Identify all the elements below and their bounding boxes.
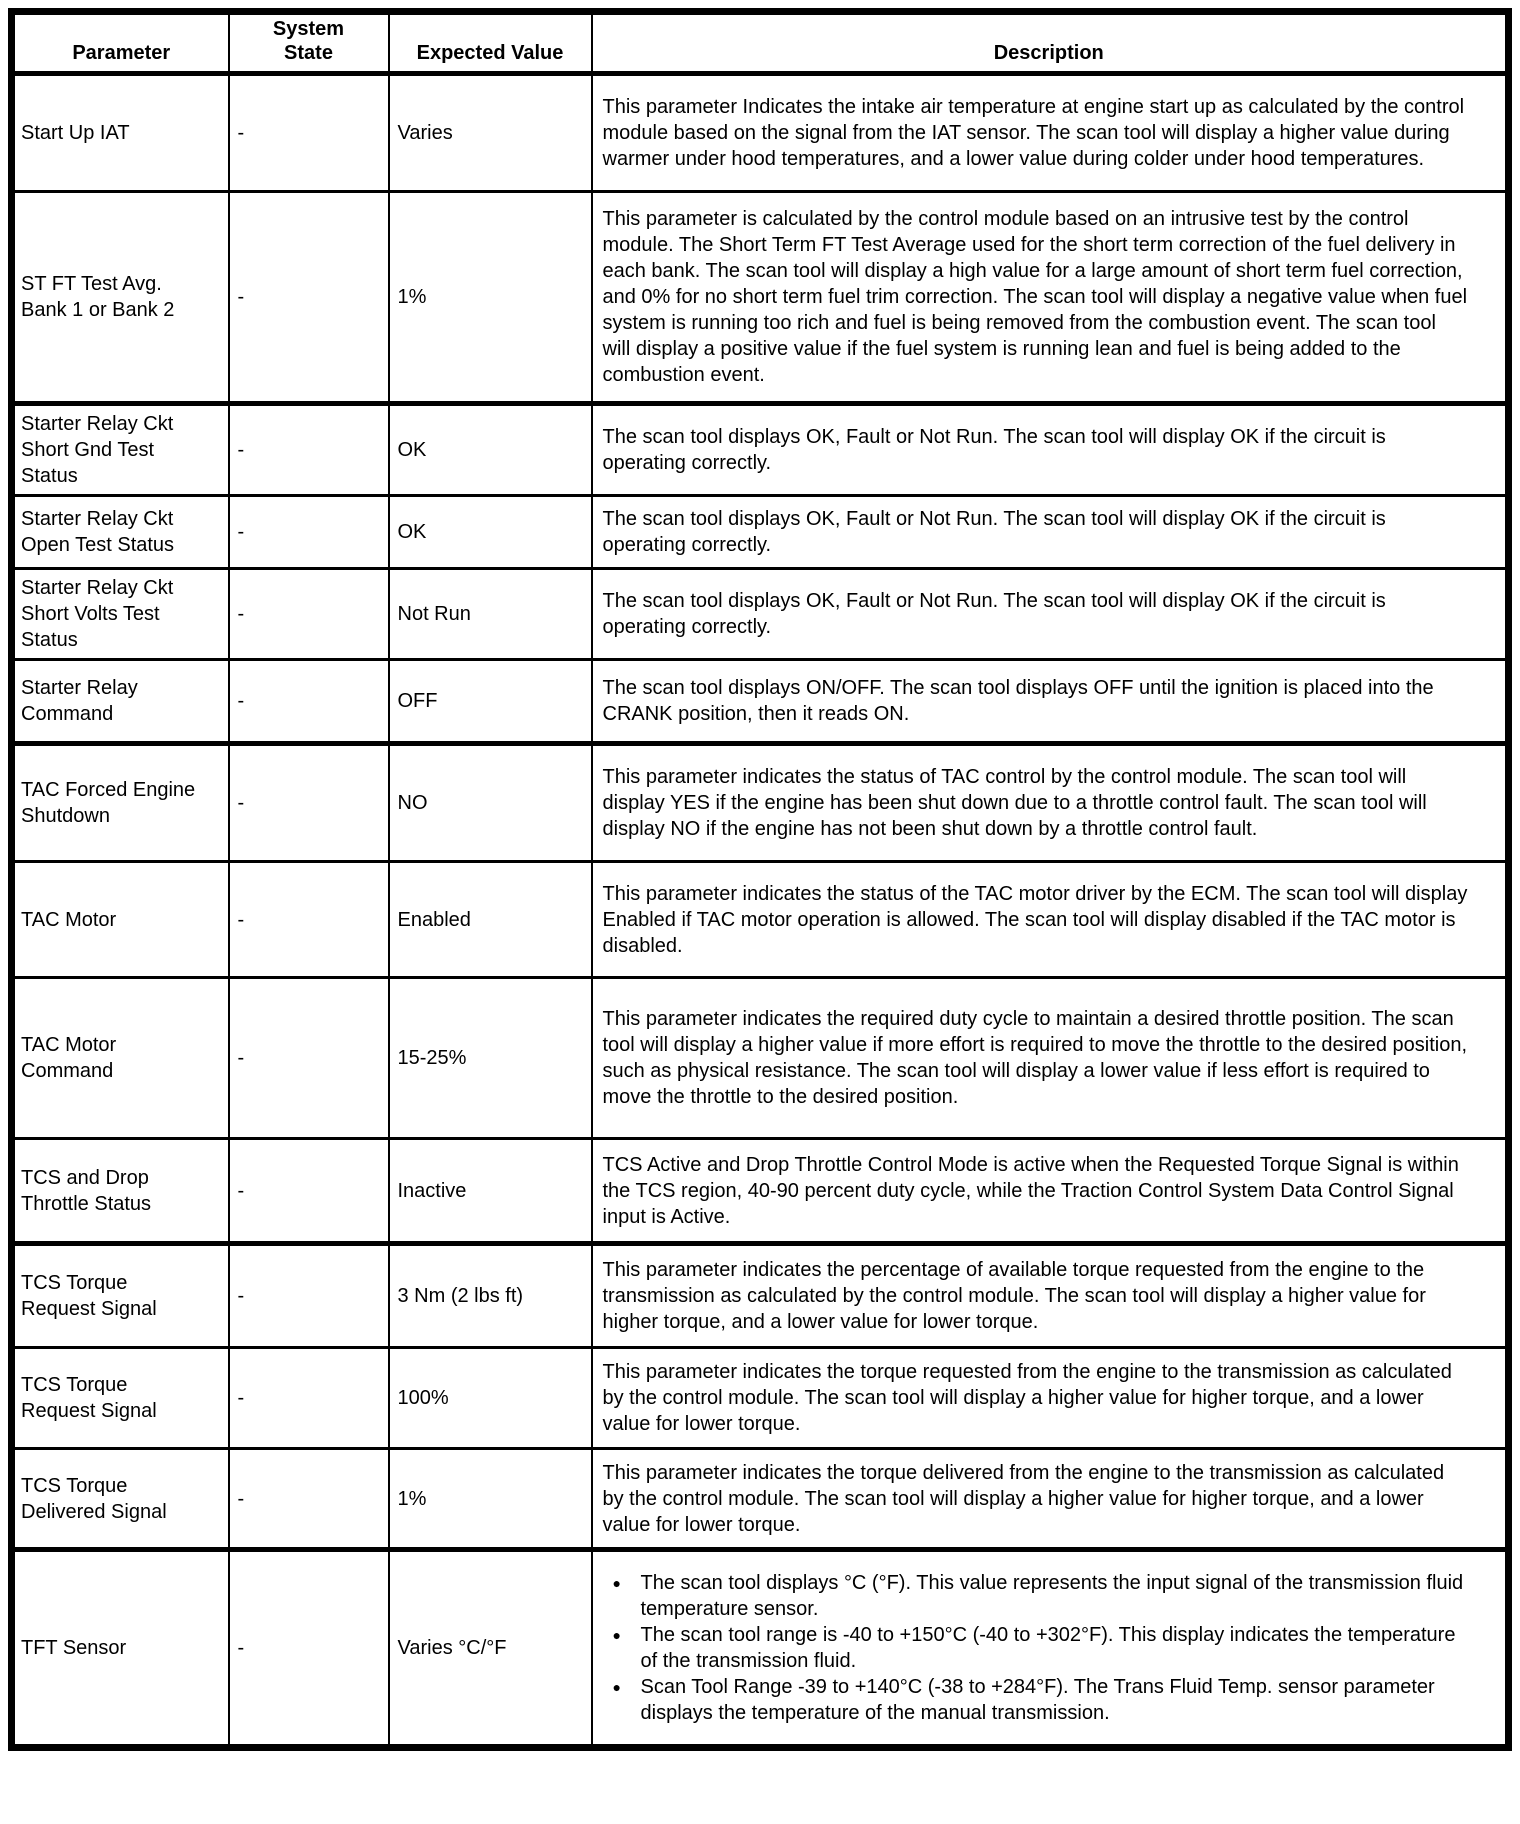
- parameter-cell: Starter Relay Ckt Short Gnd Test Status: [12, 404, 229, 496]
- table-row: [12, 192, 1509, 404]
- bullet-item: ● The scan tool displays °C (°F). This value represents the input signal of the transmission fluid temperature sensor.: [603, 1570, 1470, 1622]
- table-row: [12, 74, 1509, 192]
- description-cell: The scan tool displays OK, Fault or Not Run. The scan tool will display OK if the circuit is operating correctly.: [592, 404, 1509, 496]
- parameter-cell: Starter Relay Command: [12, 660, 229, 744]
- expected-value-cell: 1%: [389, 192, 592, 404]
- expected-value-cell: 1%: [389, 1449, 592, 1550]
- parameter-cell: TCS Torque Request Signal: [12, 1244, 229, 1348]
- parameter-cell: TFT Sensor: [12, 1550, 229, 1748]
- table-header-row: [12, 12, 1509, 74]
- table-row: [12, 862, 1509, 978]
- expected-value-cell: OK: [389, 404, 592, 496]
- expected-value-cell: Inactive: [389, 1139, 592, 1244]
- table-row: [12, 744, 1509, 862]
- parameter-cell: TCS Torque Request Signal: [12, 1348, 229, 1449]
- description-cell: The scan tool displays OK, Fault or Not Run. The scan tool will display OK if the circuit is operating correctly.: [592, 496, 1509, 569]
- description-cell: This parameter is calculated by the control module based on an intrusive test by the control module. The Short Term FT Test Average used for the short term correction of the fuel delivery in each bank. The scan tool will display a high value for a large amount of short term fuel correction, and 0% for no short term fuel trim correction. The scan tool will display a negative value when fuel system is running too rich and fuel is being removed from the combustion event. The scan tool will display a positive value if the fuel system is running lean and fuel is being added to the combustion event.: [592, 192, 1509, 404]
- description-cell: This parameter indicates the percentage of available torque requested from the engine to the transmission as calculated by the control module. The scan tool will display a higher value for higher torque, and a lower value for lower torque.: [592, 1244, 1509, 1348]
- parameter-cell: Starter Relay Ckt Open Test Status: [12, 496, 229, 569]
- table-row: [12, 1550, 1509, 1748]
- system-state-cell: -: [229, 569, 389, 660]
- description-bullet-list: [603, 1570, 1470, 1726]
- system-state-cell: -: [229, 744, 389, 862]
- expected-value-cell: NO: [389, 744, 592, 862]
- header-description: Description: [592, 12, 1509, 74]
- header-expected-value: Expected Value: [389, 12, 592, 74]
- system-state-cell: -: [229, 1550, 389, 1748]
- system-state-cell: -: [229, 404, 389, 496]
- description-cell: [592, 1550, 1509, 1748]
- description-cell: This parameter indicates the required duty cycle to maintain a desired throttle position. The scan tool will display a higher value if more effort is required to move the throttle to the desired position, such as physical resistance. The scan tool will display a lower value if less effort is required to move the throttle to the desired position.: [592, 978, 1509, 1139]
- expected-value-cell: 100%: [389, 1348, 592, 1449]
- expected-value-cell: 3 Nm (2 lbs ft): [389, 1244, 592, 1348]
- description-cell: The scan tool displays OK, Fault or Not Run. The scan tool will display OK if the circuit is operating correctly.: [592, 569, 1509, 660]
- system-state-cell: -: [229, 1348, 389, 1449]
- table-row: [12, 496, 1509, 569]
- system-state-cell: -: [229, 74, 389, 192]
- description-cell: This parameter indicates the status of TAC control by the control module. The scan tool will display YES if the engine has been shut down due to a throttle control fault. The scan tool will display NO if the engine has not been shut down by a throttle control fault.: [592, 744, 1509, 862]
- expected-value-cell: OFF: [389, 660, 592, 744]
- table-body: [12, 74, 1509, 1748]
- expected-value-cell: 15-25%: [389, 978, 592, 1139]
- header-system-state: System State: [229, 12, 389, 74]
- table-row: [12, 569, 1509, 660]
- table-row: [12, 1449, 1509, 1550]
- expected-value-cell: Varies °C/°F: [389, 1550, 592, 1748]
- system-state-cell: -: [229, 862, 389, 978]
- description-cell: This parameter indicates the torque requested from the engine to the transmission as calculated by the control module. The scan tool will display a higher value for higher torque, and a lower value for lower torque.: [592, 1348, 1509, 1449]
- system-state-cell: -: [229, 192, 389, 404]
- system-state-cell: -: [229, 978, 389, 1139]
- description-cell: The scan tool displays ON/OFF. The scan tool displays OFF until the ignition is placed into the CRANK position, then it reads ON.: [592, 660, 1509, 744]
- system-state-cell: -: [229, 1139, 389, 1244]
- table-row: [12, 978, 1509, 1139]
- header-parameter: Parameter: [12, 12, 229, 74]
- description-cell: TCS Active and Drop Throttle Control Mode is active when the Requested Torque Signal is within the TCS region, 40-90 percent duty cycle, while the Traction Control System Data Control Signal input is Active.: [592, 1139, 1509, 1244]
- description-cell: This parameter Indicates the intake air temperature at engine start up as calculated by the control module based on the signal from the IAT sensor. The scan tool will display a higher value during warmer under hood temperatures, and a lower value during colder under hood temperatures.: [592, 74, 1509, 192]
- table-row: [12, 1139, 1509, 1244]
- expected-value-cell: Varies: [389, 74, 592, 192]
- bullet-item: ● The scan tool range is -40 to +150°C (-40 to +302°F). This display indicates the temperature of the transmission fluid.: [603, 1622, 1470, 1674]
- parameter-cell: Start Up IAT: [12, 74, 229, 192]
- description-cell: This parameter indicates the status of the TAC motor driver by the ECM. The scan tool will display Enabled if TAC motor operation is allowed. The scan tool will display disabled if the TAC motor is disabled.: [592, 862, 1509, 978]
- table-row: [12, 1244, 1509, 1348]
- system-state-cell: -: [229, 1449, 389, 1550]
- system-state-cell: -: [229, 660, 389, 744]
- parameter-cell: TCS and Drop Throttle Status: [12, 1139, 229, 1244]
- description-cell: This parameter indicates the torque delivered from the engine to the transmission as calculated by the control module. The scan tool will display a higher value for higher torque, and a lower value for lower torque.: [592, 1449, 1509, 1550]
- table-row: [12, 660, 1509, 744]
- parameter-cell: ST FT Test Avg. Bank 1 or Bank 2: [12, 192, 229, 404]
- system-state-cell: -: [229, 1244, 389, 1348]
- table-row: [12, 1348, 1509, 1449]
- parameter-cell: TAC Motor Command: [12, 978, 229, 1139]
- parameter-cell: TAC Forced Engine Shutdown: [12, 744, 229, 862]
- expected-value-cell: OK: [389, 496, 592, 569]
- expected-value-cell: Enabled: [389, 862, 592, 978]
- parameter-cell: TCS Torque Delivered Signal: [12, 1449, 229, 1550]
- parameters-table: [8, 8, 1512, 1751]
- table-row: [12, 404, 1509, 496]
- expected-value-cell: Not Run: [389, 569, 592, 660]
- bullet-item: ● Scan Tool Range -39 to +140°C (-38 to +284°F). The Trans Fluid Temp. sensor parameter displays the temperature of the manual transmission.: [603, 1674, 1470, 1726]
- parameter-cell: TAC Motor: [12, 862, 229, 978]
- system-state-cell: -: [229, 496, 389, 569]
- parameter-cell: Starter Relay Ckt Short Volts Test Status: [12, 569, 229, 660]
